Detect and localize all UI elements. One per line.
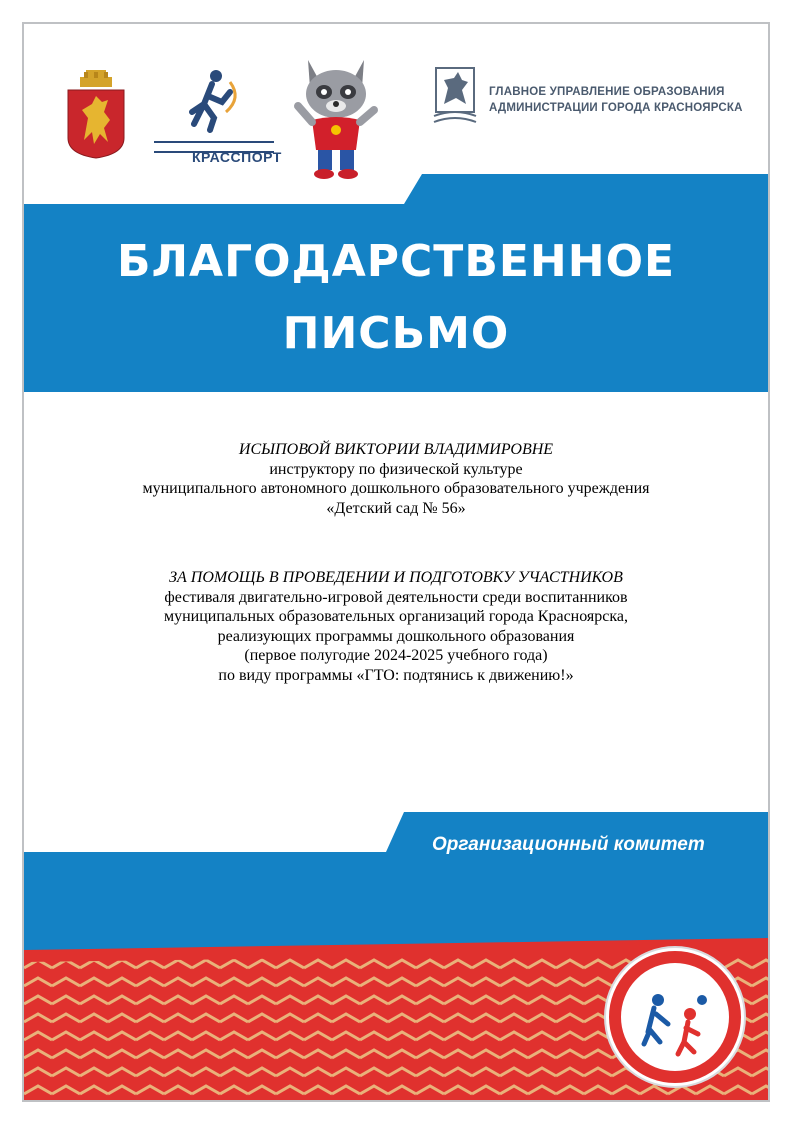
sports-clubs-emblem-icon <box>602 944 748 1090</box>
title-line1: БЛАГОДАРСТВЕННОЕ <box>116 236 676 287</box>
emblem-texts <box>24 24 25 25</box>
reason-block <box>24 568 768 685</box>
title-line2: ПИСЬМО <box>282 308 510 359</box>
recipient-block <box>24 440 768 518</box>
recipient-position: инструктору по физической культуре <box>269 460 523 478</box>
reason-heading: ЗА ПОМОЩЬ В ПРОВЕДЕНИИ И ПОДГОТОВКУ УЧАСТНИКОВ <box>169 569 623 586</box>
education-dept-emblem-icon <box>432 66 478 128</box>
recipient-organization: муниципального автономного дошкольного образовательного учреждения <box>142 480 650 497</box>
mascot-raccoon-icon <box>292 54 380 182</box>
education-dept-line2: АДМИНИСТРАЦИИ ГОРОДА КРАСНОЯРСКА <box>489 102 743 114</box>
emblem-top-text <box>24 24 25 25</box>
krassport-label: КРАССПОРТ <box>192 149 282 165</box>
reason-line5: по виду программы «ГТО: подтянись к движению!» <box>218 666 574 684</box>
education-dept-line1: ГЛАВНОЕ УПРАВЛЕНИЕ ОБРАЗОВАНИЯ <box>489 86 725 98</box>
organizing-committee: Организационный комитет <box>432 834 705 855</box>
recipient-organization-name: «Детский сад № 56» <box>326 499 466 517</box>
reason-line1: фестиваля двигательно-игровой деятельности среди воспитанников <box>164 588 628 606</box>
krassport-logo-icon <box>154 68 274 158</box>
recipient-name: ИСЫПОВОЙ ВИКТОРИИ ВЛАДИМИРОВНЕ <box>238 441 554 458</box>
education-dept-text <box>489 84 743 116</box>
reason-line2: муниципальных образовательных организаций города Красноярска, <box>163 608 629 625</box>
certificate-page <box>22 22 770 1102</box>
reason-line3: реализующих программы дошкольного образования <box>217 627 575 645</box>
coat-of-arms-icon <box>66 68 126 160</box>
reason-line4: (первое полугодие 2024-2025 учебного года) <box>244 647 548 664</box>
